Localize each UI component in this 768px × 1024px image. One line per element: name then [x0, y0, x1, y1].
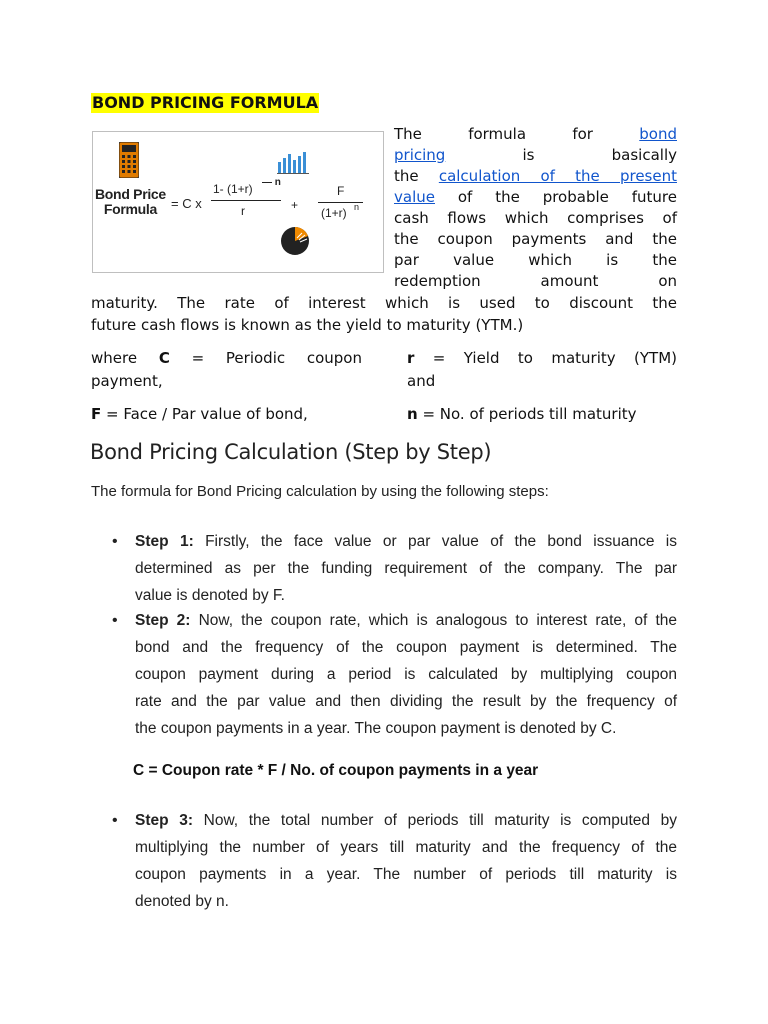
def-c-symbol: C [158, 349, 170, 367]
def-f-text: = Face / Par value of bond, [101, 405, 308, 423]
intro-line-1 [394, 124, 677, 145]
bar-chart-icon [277, 150, 311, 174]
def-r-text: = Yield to maturity (YTM) [414, 349, 677, 367]
eq-plus: + [291, 198, 299, 212]
fraction-bar-left [211, 200, 281, 201]
intro-line-2 [394, 145, 677, 166]
eq-numerator-right: F [337, 184, 345, 198]
step-2-line-4: rate and the par value and then dividing the result by the frequency of [135, 693, 677, 710]
bond-formula-figure [92, 131, 384, 273]
list-item-step-1 [112, 528, 677, 609]
step-3-label: Step 3: [135, 812, 194, 829]
link-value[interactable]: value [394, 188, 435, 206]
figure-label [95, 187, 166, 217]
def-c-prefix: where [91, 349, 159, 367]
step-1-line-2: determined as per the funding requirement of the company. The par [135, 560, 677, 577]
bullet-icon: • [112, 533, 118, 550]
link-bond-pricing[interactable]: bond [639, 125, 677, 143]
text-segment: of the probable future [434, 188, 677, 206]
text-segment: is basically [445, 146, 677, 164]
step-2-line-3: coupon payment during a period is calculated by multiplying coupon [135, 666, 677, 683]
def-n-symbol: n [407, 405, 418, 423]
step-2-line-2: bond and the frequency of the coupon payment is determined. The [135, 639, 677, 656]
step-3-text-1: Now, the total number of periods till maturity is computed by [203, 812, 678, 829]
def-c-text-2: payment, [91, 372, 163, 390]
step-2-label: Step 2: [135, 612, 191, 629]
intro-line-8: redemption amount on [394, 272, 677, 290]
def-f-symbol: F [91, 405, 102, 423]
coupon-formula: C = Coupon rate * F / No. of coupon payments in a year [133, 762, 539, 779]
step-1-label: Step 1: [135, 533, 194, 550]
eq-denominator-right: (1+r) [321, 206, 347, 220]
link-calculation-present-value[interactable]: calculation of the present [438, 167, 677, 185]
intro-full-line-2: future cash flows is known as the yield to maturity (YTM.) [91, 316, 524, 334]
def-r-symbol: r [407, 349, 415, 367]
figure-label-line2: Formula [103, 201, 158, 217]
intro-full-line-1: maturity. The rate of interest which is used to discount the [91, 294, 677, 312]
definition-f [91, 403, 308, 426]
list-item-step-3 [112, 807, 677, 915]
bullet-icon: • [112, 812, 118, 829]
step-1-text-1: Firstly, the face value or par value of the bond issuance is [205, 533, 677, 550]
intro-paragraph-full [91, 292, 677, 336]
page-title: BOND PRICING FORMULA [92, 93, 319, 112]
section-heading: Bond Pricing Calculation (Step by Step) [90, 440, 492, 464]
eq-numerator-left: 1- (1+r) [213, 182, 253, 196]
eq-c: = C x [171, 196, 202, 211]
definition-n [407, 403, 637, 426]
text-segment: The formula for [394, 125, 640, 143]
step-1-line-1 [135, 528, 677, 555]
step-3-line-2: multiplying the number of years till maturity and the frequency of the [135, 839, 677, 856]
intro-line-3 [394, 166, 677, 187]
text-segment: the [394, 167, 439, 185]
eq-exponent-left: — n [262, 177, 281, 188]
def-n-text: = No. of periods till maturity [417, 405, 637, 423]
eq-exponent-right: n [354, 202, 360, 212]
step-2-line-1 [135, 607, 677, 634]
intro-line-7: par value which is the [394, 251, 677, 269]
pie-chart-icon [279, 224, 313, 258]
step-1-line-3: value is denoted by F. [135, 587, 285, 604]
intro-line-6: the coupon payments and the [394, 230, 677, 248]
step-2-text-1: Now, the coupon rate, which is analogous to interest rate, of the [198, 612, 677, 629]
link-bond-pricing-cont[interactable]: pricing [394, 146, 446, 164]
figure-label-line1: Bond Price [95, 186, 166, 202]
calculator-icon [119, 142, 139, 178]
intro-line-4 [394, 187, 677, 208]
eq-denominator-left: r [241, 204, 245, 218]
step-3-line-4: denoted by n. [135, 893, 229, 910]
intro-line-5: cash flows which comprises of [394, 209, 677, 227]
def-c-text: = Periodic coupon [169, 349, 362, 367]
step-3-line-3: coupon payments in a year. The number of periods till maturity is [135, 866, 677, 883]
definition-c [91, 347, 362, 393]
def-r-text-2: and [407, 372, 436, 390]
step-2-line-5: the coupon payments in a year. The coupon payment is denoted by C. [135, 720, 617, 737]
definition-r [407, 347, 677, 393]
list-item-step-2 [112, 607, 677, 742]
step-3-line-1 [135, 807, 677, 834]
intro-paragraph-wrapped [394, 124, 677, 292]
section-intro: The formula for Bond Pricing calculation by using the following steps: [91, 483, 549, 500]
bullet-icon: • [112, 612, 118, 629]
